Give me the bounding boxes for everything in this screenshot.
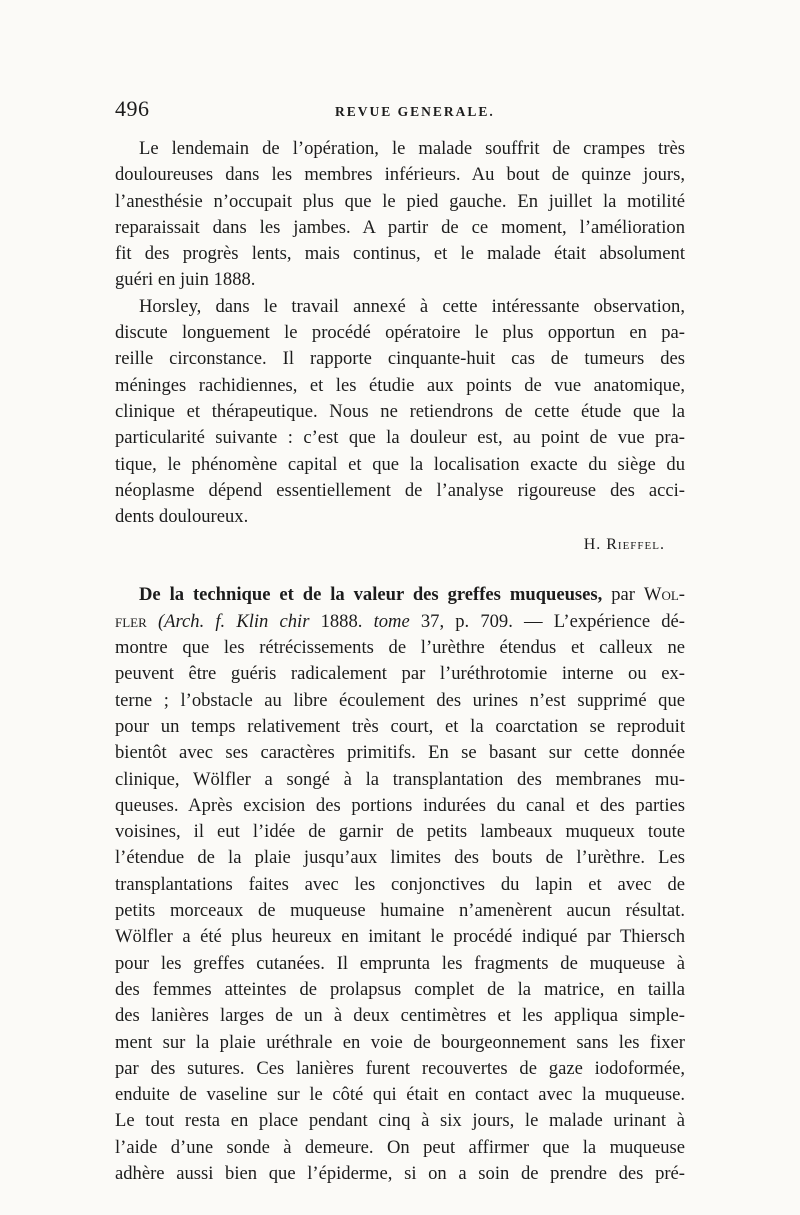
text-line: ment sur la plaie uréthrale en voie de bourgeonnement sans les fixer <box>115 1031 685 1053</box>
text-line: l’anesthésie n’occupait plus que le pied gauche. En juillet la motilité <box>115 190 685 212</box>
article-title: De la technique et de la valeur des greffes muqueuses, <box>139 584 603 606</box>
citation-tome: tome <box>373 610 410 632</box>
citation-journal: (Arch. f. Klin chir <box>157 610 310 632</box>
author-prefix: par <box>611 584 635 606</box>
author-name-part1: Wol- <box>643 584 685 606</box>
text-line: clinique et thérapeutique. Nous ne retiendrons de cette étude que la <box>115 400 685 422</box>
text-line: fit des progrès lents, mais continus, et le malade était absolument <box>115 243 685 265</box>
text-line: discute longuement le procédé opératoire le plus opportun en pa- <box>115 322 685 344</box>
text-line: Le tout resta en place pendant cinq à six jours, le malade urinant à <box>115 1110 685 1132</box>
text-line: voisines, il eut l’idée de garnir de petits lambeaux muqueux toute <box>115 821 685 843</box>
author-name-part2: fler <box>115 610 147 632</box>
text-line: méninges rachidiennes, et les étudie aux points de vue anatomique, <box>115 374 685 396</box>
citation-rest: 37, p. 709. <box>420 610 513 632</box>
page-number: 496 <box>115 96 150 121</box>
article-heading-line <box>115 582 685 608</box>
text-line: peuvent être guéris radicalement par l’uréthrotomie interne ou ex- <box>115 663 685 685</box>
text-line: des lanières larges de un à deux centimètres et les appliqua simple- <box>115 1005 685 1027</box>
text-line: Le lendemain de l’opération, le malade souffrit de crampes très <box>139 138 685 159</box>
text-line: des femmes atteintes de prolapsus complet de la matrice, en tailla <box>115 978 685 1000</box>
text-line: par des sutures. Ces lanières furent recouvertes de gaze iodoformée, <box>115 1057 685 1079</box>
text-line: bientôt avec ses caractères primitifs. En se basant sur cette donnée <box>115 742 685 764</box>
text-line: petits morceaux de muqueuse humaine n’amenèrent aucun résultat. <box>115 900 685 922</box>
text-line: adhère aussi bien que l’épiderme, si on a soin de prendre des pré- <box>115 1162 685 1184</box>
text-line: douloureuses dans les membres inférieurs. Au bout de quinze jours, <box>115 164 685 186</box>
paragraph-1 <box>115 136 685 294</box>
document-page <box>115 96 685 1187</box>
text-line: Wölfler a été plus heureux en imitant le procédé indiqué par Thiersch <box>115 926 685 948</box>
text-line: transplantations faites avec les conjonctives du lapin et avec de <box>115 873 685 895</box>
paragraph-2 <box>115 294 685 531</box>
section-gap <box>115 558 685 582</box>
citation-year: 1888. <box>320 610 363 632</box>
article-paragraph <box>115 582 685 1187</box>
text-line: particularité suivante : c’est que la douleur est, au point de vue pra- <box>115 427 685 449</box>
text-line: néoplasme dépend essentiellement de l’analyse rigoureuse des acci- <box>115 479 685 501</box>
author-signature: H. Rieffel. <box>583 536 665 554</box>
page-header <box>115 96 685 136</box>
text-line: l’étendue de la plaie jusqu’aux limites des bouts de l’urèthre. Les <box>115 847 685 869</box>
text-line: terne ; l’obstacle au libre écoulement des urines n’est supprimé que <box>115 689 685 711</box>
text-line: reparaissait dans les jambes. A partir de ce moment, l’amélioration <box>115 216 685 238</box>
text-line: Horsley, dans le travail annexé à cette intéressante observation, <box>139 295 685 317</box>
text-line: pour les greffes cutanées. Il emprunta les fragments de muqueuse à <box>115 952 685 974</box>
text-line: reille circonstance. Il rapporte cinquante-huit cas de tumeurs des <box>115 348 685 370</box>
text-line: clinique, Wölfler a songé à la transplantation des membranes mu- <box>115 768 685 790</box>
text-line: dents douloureux. <box>115 506 249 528</box>
text-line: guéri en juin 1888. <box>115 269 256 291</box>
text-line: queuses. Après excision des portions indurées du canal et des parties <box>115 794 685 816</box>
text-line: l’aide d’une sonde à demeure. On peut affirmer que la muqueuse <box>115 1136 685 1158</box>
citation-dash: — L’expérience dé- <box>524 610 685 632</box>
text-line: enduite de vaseline sur le côté qui était en contact avec la muqueuse. <box>115 1084 685 1106</box>
citation-line <box>115 609 685 635</box>
text-line: tique, le phénomène capital et que la localisation exacte du siège du <box>115 453 685 475</box>
text-line: pour un temps relativement très court, et la coarctation se reproduit <box>115 715 685 737</box>
running-title: REVUE GENERALE. <box>335 104 495 119</box>
text-line: montre que les rétrécissements de l’urèthre étendus et calleux ne <box>115 637 685 659</box>
